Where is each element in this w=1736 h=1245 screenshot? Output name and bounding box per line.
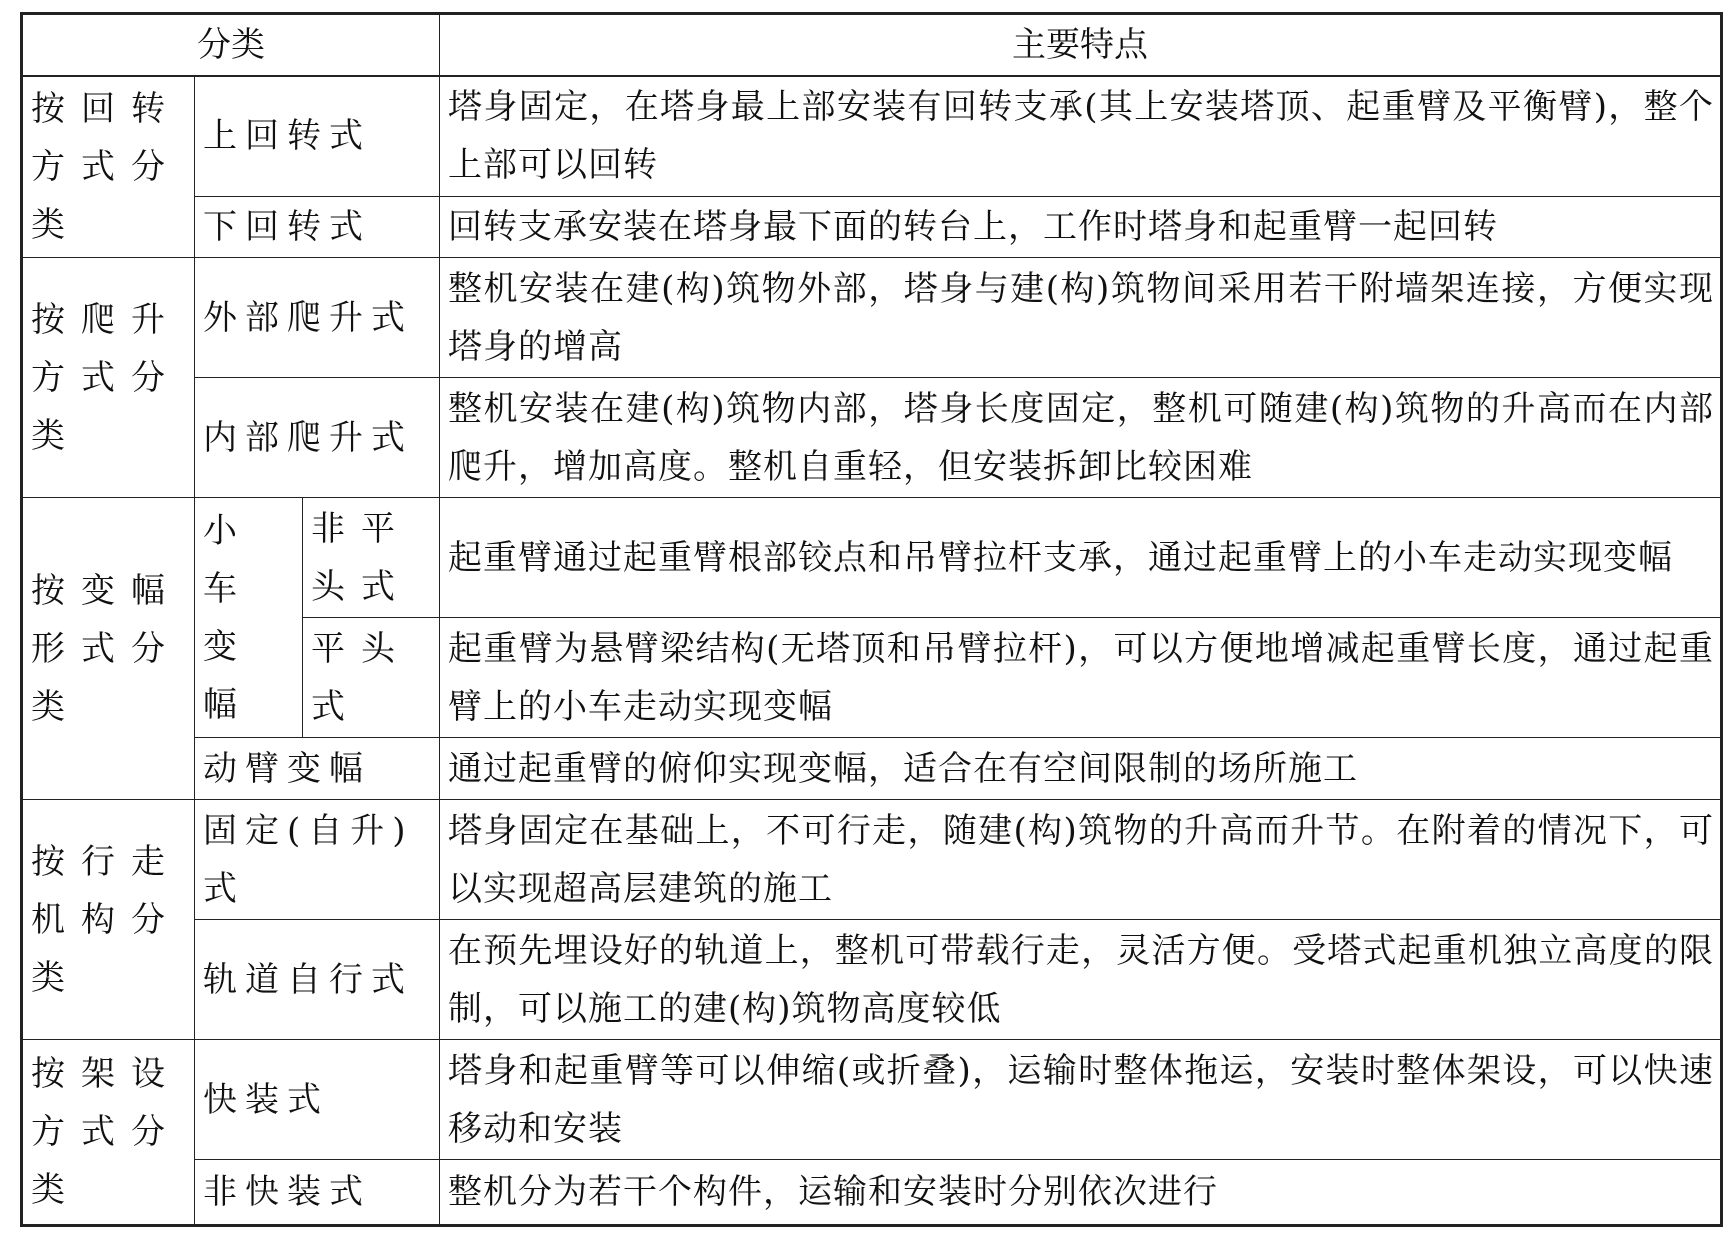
desc-cell: 在预先埋设好的轨道上，整机可带载行走，灵活方便。受塔式起重机独立高度的限制，可以施工的建(构)筑物高度较低 — [440, 920, 1722, 1040]
category-cell: 按架设方式分类 — [22, 1040, 195, 1226]
type-cell: 外部爬升式 — [195, 258, 440, 378]
crane-classification-table — [20, 12, 1723, 1227]
type-cell: 轨道自行式 — [195, 920, 440, 1040]
table-row — [22, 76, 1722, 197]
type-cell: 非快装式 — [195, 1160, 440, 1226]
desc-cell: 起重臂为悬臂梁结构(无塔顶和吊臂拉杆)，可以方便地增减起重臂长度，通过起重臂上的小车走动实现变幅 — [440, 618, 1722, 738]
desc-cell: 塔身和起重臂等可以伸缩(或折叠)，运输时整体拖运，安装时整体架设，可以快速移动和安装 — [440, 1040, 1722, 1160]
desc-cell: 起重臂通过起重臂根部铰点和吊臂拉杆支承，通过起重臂上的小车走动实现变幅 — [440, 498, 1722, 618]
desc-cell: 整机安装在建(构)筑物外部，塔身与建(构)筑物间采用若干附墙架连接，方便实现塔身的增高 — [440, 258, 1722, 378]
type-cell: 快装式 — [195, 1040, 440, 1160]
type-cell: 下回转式 — [195, 196, 440, 258]
desc-cell: 整机安装在建(构)筑物内部，塔身长度固定，整机可随建(构)筑物的升高而在内部爬升，增加高度。整机自重轻，但安装拆卸比较困难 — [440, 378, 1722, 498]
category-cell: 按爬升方式分类 — [22, 258, 195, 498]
table-row — [22, 196, 1722, 258]
type-cell: 非平头式 — [303, 498, 440, 618]
desc-cell: 塔身固定在基础上，不可行走，随建(构)筑物的升高而升节。在附着的情况下，可以实现超高层建筑的施工 — [440, 800, 1722, 920]
category-cell: 按变幅形式分类 — [22, 498, 195, 800]
table-row — [22, 1160, 1722, 1226]
type-cell: 内部爬升式 — [195, 378, 440, 498]
type-cell: 动臂变幅 — [195, 738, 440, 800]
desc-cell: 塔身固定，在塔身最上部安装有回转支承(其上安装塔顶、起重臂及平衡臂)，整个上部可以回转 — [440, 76, 1722, 197]
desc-cell: 通过起重臂的俯仰实现变幅，适合在有空间限制的场所施工 — [440, 738, 1722, 800]
category-cell: 按回转方式分类 — [22, 76, 195, 258]
table-row — [22, 498, 1722, 618]
table-row — [22, 258, 1722, 378]
header-features: 主要特点 — [440, 14, 1722, 76]
type-cell: 平头式 — [303, 618, 440, 738]
table-row — [22, 738, 1722, 800]
table-row — [22, 920, 1722, 1040]
table-row — [22, 1040, 1722, 1160]
type-cell: 上回转式 — [195, 76, 440, 197]
subgroup-cell: 小车变幅 — [195, 498, 303, 738]
category-cell: 按行走机构分类 — [22, 800, 195, 1040]
table-row — [22, 800, 1722, 920]
header-category: 分类 — [22, 14, 440, 76]
table-header-row — [22, 14, 1722, 76]
type-cell: 固定(自升)式 — [195, 800, 440, 920]
desc-cell: 整机分为若干个构件，运输和安装时分别依次进行 — [440, 1160, 1722, 1226]
table-row — [22, 378, 1722, 498]
desc-cell: 回转支承安装在塔身最下面的转台上，工作时塔身和起重臂一起回转 — [440, 196, 1722, 258]
